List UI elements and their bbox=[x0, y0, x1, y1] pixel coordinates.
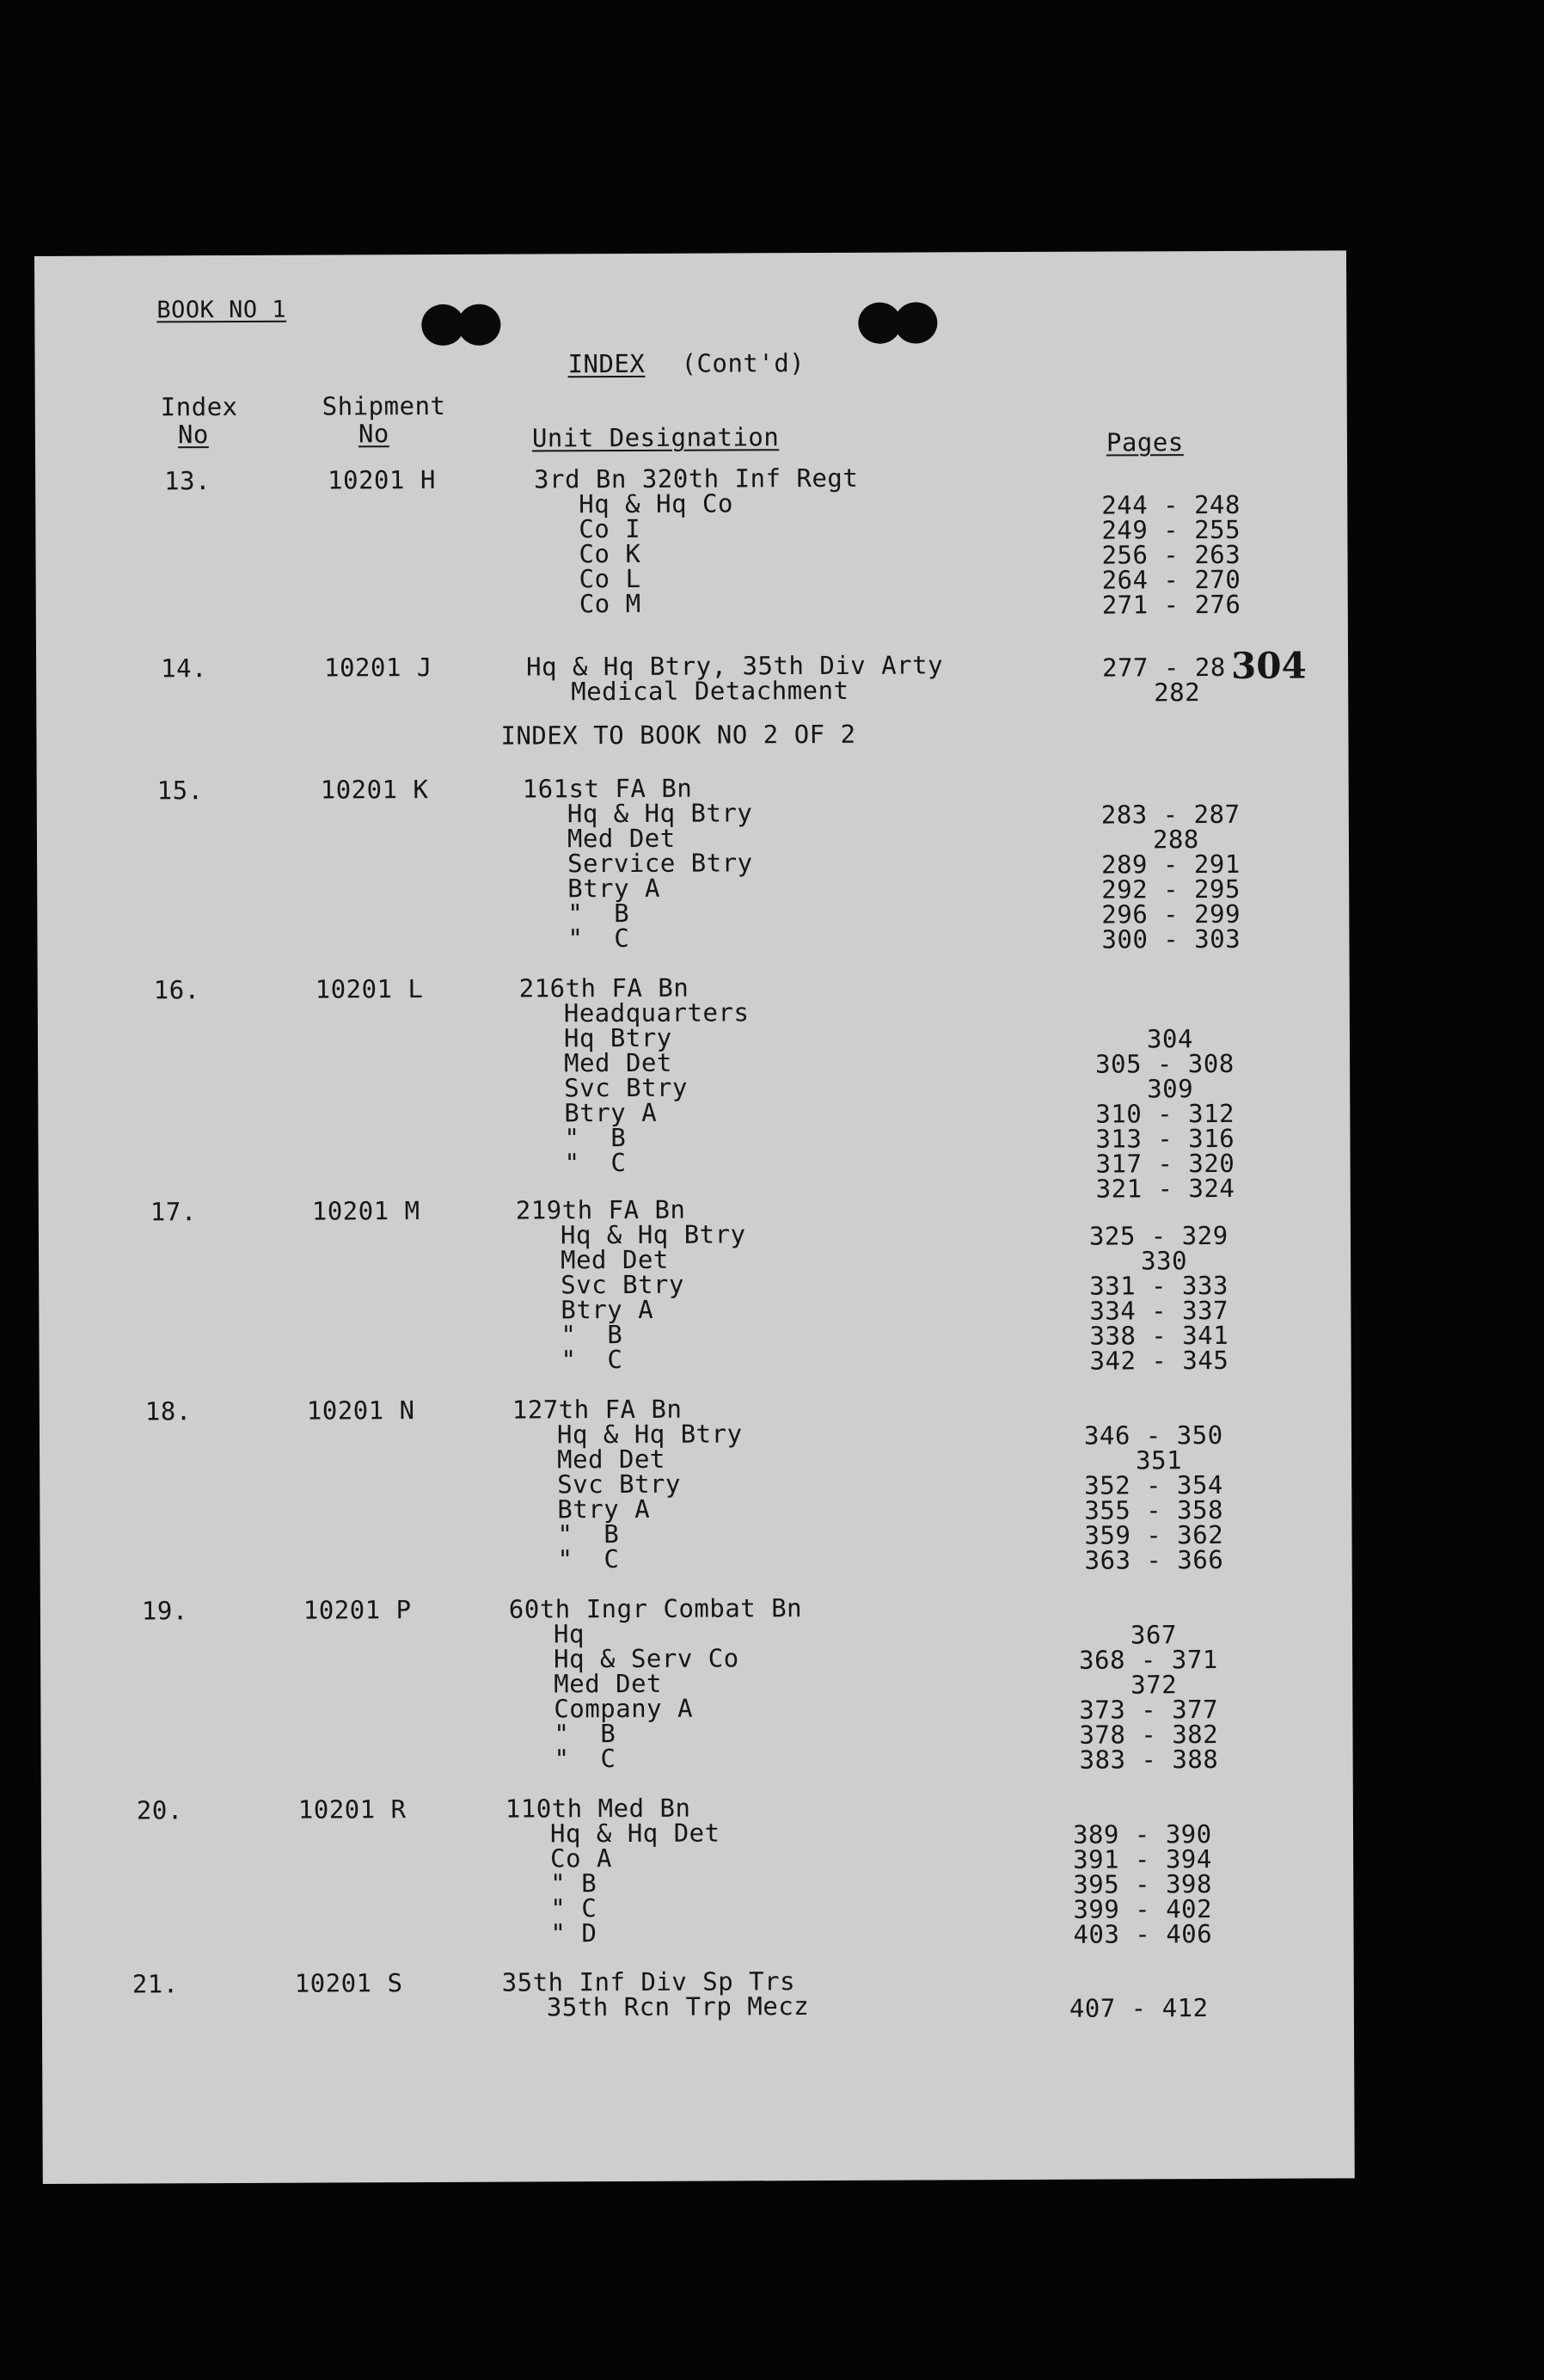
entry-pages: 367 bbox=[1130, 1620, 1177, 1650]
entry-subunit: " B bbox=[567, 898, 630, 929]
entry-pages: 372 bbox=[1130, 1670, 1178, 1700]
entry-pages: 271 - 276 bbox=[1101, 589, 1241, 620]
entry-pages: 363 - 366 bbox=[1084, 1544, 1224, 1575]
entry-pages: 277 - 28 bbox=[1102, 652, 1226, 683]
entry-index: 16. bbox=[153, 975, 200, 1005]
entry-pages: 351 bbox=[1136, 1445, 1183, 1475]
entry-subunit: Med Det bbox=[554, 1668, 663, 1699]
book-number: BOOK NO 1 bbox=[156, 296, 287, 324]
entry-shipment: 10201 N bbox=[306, 1395, 415, 1426]
entry-pages: 296 - 299 bbox=[1101, 899, 1241, 929]
entry-shipment: 10201 L bbox=[315, 974, 424, 1004]
entry-subunit: Hq & Hq Co bbox=[579, 488, 733, 519]
entry-pages: 256 - 263 bbox=[1101, 539, 1241, 570]
entry-subunit: Hq & Serv Co bbox=[554, 1643, 739, 1674]
col-shipment-heading: Shipment bbox=[322, 390, 446, 421]
entry-subunit: Company A bbox=[554, 1693, 694, 1724]
entry-subunit: Btry A bbox=[561, 1294, 654, 1325]
entry-pages: 342 - 345 bbox=[1089, 1345, 1229, 1376]
entry-pages: 355 - 358 bbox=[1084, 1494, 1224, 1525]
entry-shipment: 10201 J bbox=[324, 652, 432, 683]
entry-subunit: Co L bbox=[579, 563, 641, 594]
entry-unit: 216th FA Bn bbox=[518, 972, 689, 1003]
entry-pages: 282 bbox=[1154, 678, 1201, 708]
col-index-subheading: No bbox=[177, 420, 209, 450]
entry-subunit: " C bbox=[561, 1345, 623, 1375]
entry-subunit: Co M bbox=[579, 588, 641, 619]
entry-pages: 403 - 406 bbox=[1073, 1919, 1213, 1949]
entry-shipment: 10201 M bbox=[311, 1196, 420, 1226]
entry-pages: 288 bbox=[1152, 825, 1199, 855]
entry-subunit: Btry A bbox=[564, 1097, 658, 1128]
entry-index: 13. bbox=[164, 466, 211, 496]
entry-subunit: " D bbox=[550, 1918, 597, 1948]
entry-pages: 249 - 255 bbox=[1101, 514, 1241, 545]
entry-subunit: " B bbox=[561, 1320, 623, 1350]
entry-subunit: Hq Btry bbox=[563, 1022, 672, 1053]
entry-subunit: Med Det bbox=[557, 1444, 665, 1475]
entry-pages: 391 - 394 bbox=[1073, 1844, 1212, 1874]
entry-subunit: Svc Btry bbox=[561, 1269, 684, 1300]
entry-subunit: " B bbox=[557, 1519, 620, 1549]
punch-hole bbox=[457, 304, 500, 346]
entry-pages: 283 - 287 bbox=[1100, 799, 1241, 830]
entry-subunit: Med Det bbox=[561, 1244, 669, 1275]
entry-pages: 321 - 324 bbox=[1095, 1173, 1235, 1204]
entry-unit: 35th Inf Div Sp Trs bbox=[501, 1966, 796, 1997]
entry-subunit: " C bbox=[564, 1148, 627, 1178]
entry-pages: 244 - 248 bbox=[1101, 489, 1241, 520]
entry-pages: 338 - 341 bbox=[1089, 1320, 1229, 1351]
entry-subunit: Med Det bbox=[564, 1047, 672, 1078]
entry-pages: 346 - 350 bbox=[1083, 1420, 1223, 1451]
entry-subunit: Hq & Hq Det bbox=[549, 1818, 720, 1849]
entry-pages: 317 - 320 bbox=[1095, 1148, 1235, 1179]
entry-unit: Hq & Hq Btry, 35th Div Arty bbox=[526, 650, 944, 682]
punch-hole bbox=[894, 302, 937, 343]
entry-unit: 3rd Bn 320th Inf Regt bbox=[534, 463, 859, 494]
entry-subunit: " C bbox=[554, 1744, 616, 1774]
page-title-suffix: (Cont'd) bbox=[681, 348, 806, 378]
entry-subunit: " B bbox=[550, 1868, 597, 1898]
entry-index: 18. bbox=[144, 1396, 192, 1426]
entry-subunit: " C bbox=[567, 923, 630, 954]
entry-subunit: Hq & Hq Btry bbox=[560, 1219, 746, 1250]
entry-subunit: Btry A bbox=[567, 873, 661, 904]
entry-subunit: Svc Btry bbox=[557, 1469, 681, 1500]
col-shipment-subheading: No bbox=[358, 419, 389, 449]
entry-pages: 310 - 312 bbox=[1095, 1098, 1235, 1129]
entry-shipment: 10201 P bbox=[303, 1595, 412, 1625]
entry-pages: 305 - 308 bbox=[1095, 1048, 1235, 1079]
entry-index: 15. bbox=[156, 776, 204, 806]
entry-pages: 407 - 412 bbox=[1069, 1993, 1209, 2023]
document-page bbox=[34, 250, 1355, 2184]
entry-subunit: " B bbox=[564, 1123, 627, 1153]
entry-shipment: 10201 S bbox=[294, 1968, 403, 1998]
col-pages-heading: Pages bbox=[1106, 427, 1184, 457]
entry-subunit: Co A bbox=[550, 1843, 613, 1874]
entry-pages: 313 - 316 bbox=[1095, 1123, 1235, 1154]
entry-subunit: Service Btry bbox=[567, 848, 753, 879]
entry-subunit: Co K bbox=[579, 538, 641, 569]
entry-pages: 309 bbox=[1147, 1074, 1194, 1104]
entry-index: 20. bbox=[136, 1795, 183, 1825]
entry-pages: 330 bbox=[1141, 1246, 1188, 1276]
entry-pages: 304 bbox=[1146, 1024, 1193, 1054]
col-index-heading: Index bbox=[160, 391, 238, 422]
entry-subunit: Med Det bbox=[567, 823, 676, 854]
entry-pages: 289 - 291 bbox=[1101, 849, 1241, 880]
entry-pages: 395 - 398 bbox=[1073, 1869, 1212, 1899]
entry-shipment: 10201 H bbox=[328, 464, 436, 495]
col-unit-heading: Unit Designation bbox=[531, 422, 780, 453]
entry-subunit: Hq & Hq Btry bbox=[556, 1419, 743, 1450]
entry-index: 19. bbox=[141, 1596, 188, 1626]
entry-pages: 373 - 377 bbox=[1079, 1695, 1219, 1725]
entry-subunit: Co I bbox=[579, 513, 641, 544]
page-title: INDEX bbox=[567, 348, 646, 379]
entry-pages: 352 - 354 bbox=[1084, 1469, 1223, 1500]
entry-subunit: Hq bbox=[553, 1619, 585, 1649]
entry-pages: 383 - 388 bbox=[1079, 1745, 1219, 1775]
page-stamp: 304 bbox=[1230, 644, 1307, 687]
entry-subunit: " B bbox=[554, 1719, 616, 1749]
entry-pages: 389 - 390 bbox=[1072, 1819, 1212, 1849]
entry-subunit: Medical Detachment bbox=[571, 675, 849, 707]
entry-subunit: Hq & Hq Btry bbox=[567, 798, 753, 829]
entry-subunit: Svc Btry bbox=[564, 1072, 688, 1103]
entry-unit: 127th FA Bn bbox=[512, 1394, 683, 1425]
entry-pages: 300 - 303 bbox=[1101, 923, 1241, 954]
entry-pages: 325 - 329 bbox=[1088, 1220, 1228, 1251]
entry-subunit: " C bbox=[557, 1544, 620, 1574]
entry-index: 21. bbox=[132, 1969, 179, 1999]
entry-pages: 331 - 333 bbox=[1089, 1270, 1228, 1301]
entry-shipment: 10201 K bbox=[320, 775, 429, 805]
sub-heading: INDEX TO BOOK NO 2 OF 2 bbox=[500, 719, 856, 751]
entry-unit: 60th Ingr Combat Bn bbox=[508, 1593, 803, 1624]
entry-pages: 334 - 337 bbox=[1089, 1295, 1229, 1326]
entry-shipment: 10201 R bbox=[297, 1794, 407, 1825]
entry-unit: 161st FA Bn bbox=[522, 773, 693, 804]
entry-subunit: 35th Rcn Trp Mecz bbox=[546, 1991, 810, 2022]
entry-pages: 368 - 371 bbox=[1079, 1645, 1218, 1675]
entry-pages: 378 - 382 bbox=[1079, 1720, 1219, 1750]
entry-pages: 264 - 270 bbox=[1101, 564, 1241, 595]
entry-subunit: Btry A bbox=[557, 1494, 651, 1524]
entry-unit: 110th Med Bn bbox=[505, 1793, 691, 1824]
entry-pages: 292 - 295 bbox=[1101, 874, 1241, 905]
entry-index: 14. bbox=[161, 653, 208, 684]
entry-pages: 359 - 362 bbox=[1084, 1519, 1224, 1550]
entry-subunit: Headquarters bbox=[563, 997, 750, 1028]
entry-index: 17. bbox=[150, 1197, 197, 1227]
entry-subunit: " C bbox=[550, 1893, 597, 1923]
entry-unit: 219th FA Bn bbox=[515, 1194, 686, 1225]
entry-pages: 399 - 402 bbox=[1073, 1894, 1213, 1924]
